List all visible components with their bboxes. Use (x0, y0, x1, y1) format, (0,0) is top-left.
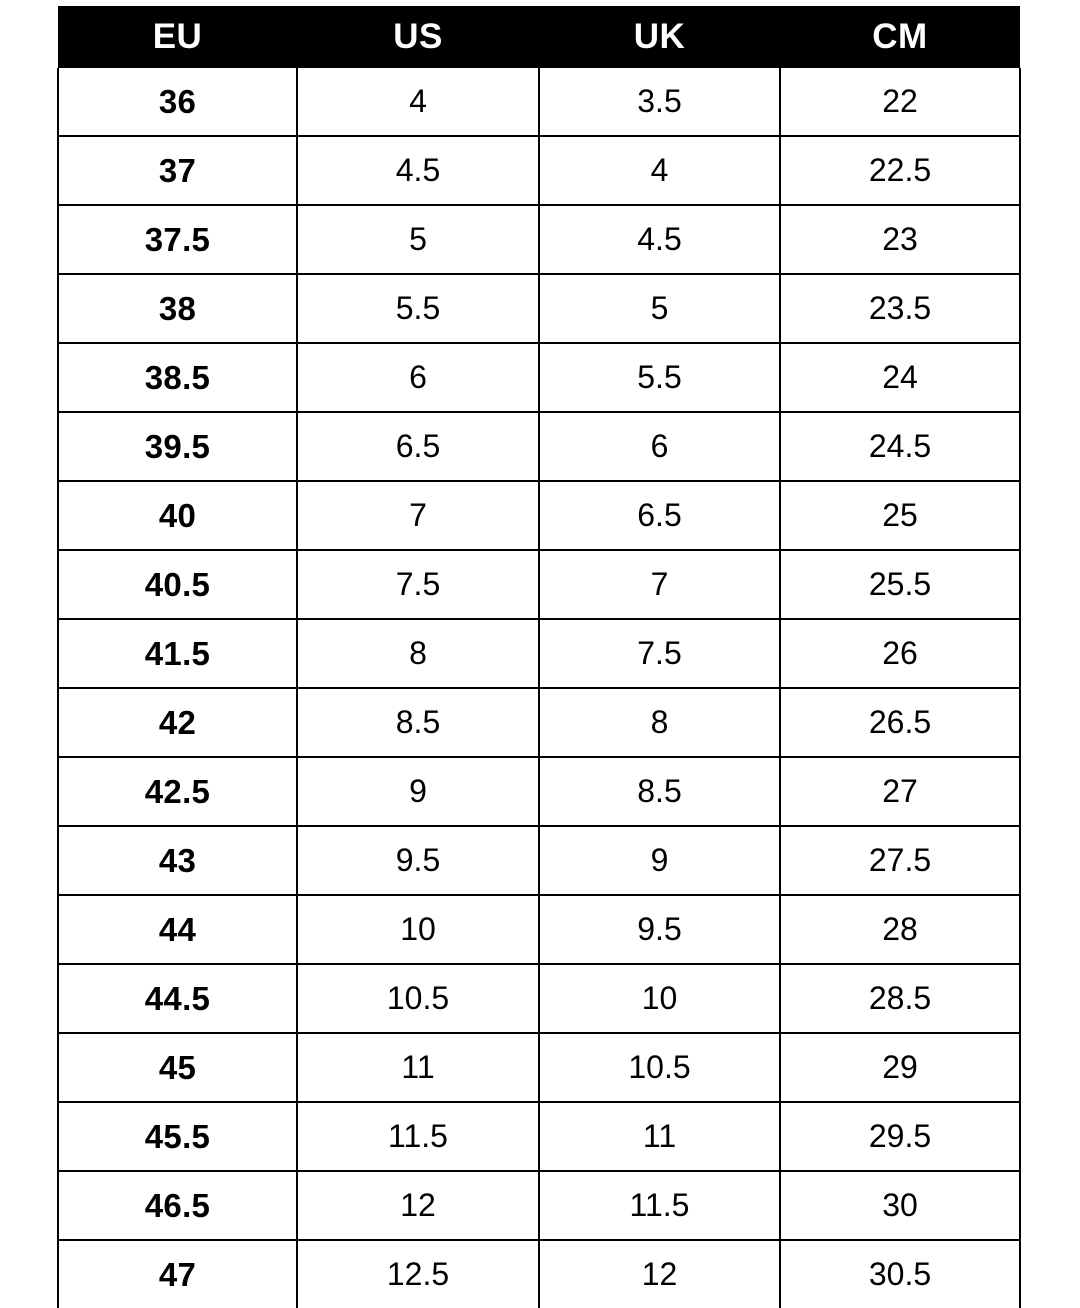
cell-uk: 6 (539, 412, 780, 481)
table-row (58, 550, 1020, 619)
column-header-us: US (297, 6, 539, 68)
cell-eu: 37 (58, 136, 297, 205)
table-row (58, 1240, 1020, 1308)
cell-uk: 11.5 (539, 1171, 780, 1240)
cell-us: 7.5 (297, 550, 539, 619)
cell-cm: 28.5 (780, 964, 1020, 1033)
cell-cm: 27.5 (780, 826, 1020, 895)
cell-cm: 23.5 (780, 274, 1020, 343)
cell-us: 4.5 (297, 136, 539, 205)
cell-cm: 29 (780, 1033, 1020, 1102)
cell-us: 9 (297, 757, 539, 826)
cell-eu: 40 (58, 481, 297, 550)
table-row (58, 895, 1020, 964)
cell-us: 12.5 (297, 1240, 539, 1308)
cell-eu: 38.5 (58, 343, 297, 412)
cell-uk: 8 (539, 688, 780, 757)
cell-us: 8.5 (297, 688, 539, 757)
cell-eu: 47 (58, 1240, 297, 1308)
cell-uk: 7 (539, 550, 780, 619)
cell-us: 9.5 (297, 826, 539, 895)
table-row (58, 1033, 1020, 1102)
cell-cm: 26.5 (780, 688, 1020, 757)
table-row (58, 412, 1020, 481)
cell-eu: 41.5 (58, 619, 297, 688)
column-header-cm: CM (780, 6, 1020, 68)
table-row (58, 1102, 1020, 1171)
cell-uk: 8.5 (539, 757, 780, 826)
cell-eu: 37.5 (58, 205, 297, 274)
cell-eu: 42 (58, 688, 297, 757)
cell-us: 11 (297, 1033, 539, 1102)
cell-eu: 45.5 (58, 1102, 297, 1171)
table-row (58, 68, 1020, 136)
cell-uk: 12 (539, 1240, 780, 1308)
cell-us: 10.5 (297, 964, 539, 1033)
cell-uk: 3.5 (539, 68, 780, 136)
cell-uk: 6.5 (539, 481, 780, 550)
cell-cm: 22.5 (780, 136, 1020, 205)
cell-cm: 22 (780, 68, 1020, 136)
cell-cm: 25 (780, 481, 1020, 550)
cell-eu: 36 (58, 68, 297, 136)
cell-us: 10 (297, 895, 539, 964)
cell-uk: 4 (539, 136, 780, 205)
column-header-uk: UK (539, 6, 780, 68)
cell-us: 5 (297, 205, 539, 274)
cell-us: 7 (297, 481, 539, 550)
cell-us: 11.5 (297, 1102, 539, 1171)
table-row (58, 1171, 1020, 1240)
table-row (58, 757, 1020, 826)
size-conversion-table (57, 6, 1021, 1308)
cell-cm: 30.5 (780, 1240, 1020, 1308)
cell-cm: 26 (780, 619, 1020, 688)
cell-uk: 5.5 (539, 343, 780, 412)
cell-eu: 40.5 (58, 550, 297, 619)
table-body (58, 68, 1020, 1308)
table-row (58, 688, 1020, 757)
table-row (58, 343, 1020, 412)
table-row (58, 619, 1020, 688)
cell-cm: 25.5 (780, 550, 1020, 619)
cell-uk: 11 (539, 1102, 780, 1171)
cell-us: 6 (297, 343, 539, 412)
cell-eu: 46.5 (58, 1171, 297, 1240)
table-row (58, 481, 1020, 550)
cell-eu: 44 (58, 895, 297, 964)
cell-uk: 9 (539, 826, 780, 895)
cell-cm: 29.5 (780, 1102, 1020, 1171)
cell-uk: 10 (539, 964, 780, 1033)
cell-us: 4 (297, 68, 539, 136)
cell-uk: 5 (539, 274, 780, 343)
cell-eu: 42.5 (58, 757, 297, 826)
column-header-eu: EU (58, 6, 297, 68)
cell-us: 12 (297, 1171, 539, 1240)
cell-uk: 10.5 (539, 1033, 780, 1102)
cell-cm: 30 (780, 1171, 1020, 1240)
cell-us: 6.5 (297, 412, 539, 481)
cell-eu: 43 (58, 826, 297, 895)
cell-cm: 27 (780, 757, 1020, 826)
cell-cm: 24 (780, 343, 1020, 412)
cell-cm: 24.5 (780, 412, 1020, 481)
cell-us: 5.5 (297, 274, 539, 343)
cell-cm: 23 (780, 205, 1020, 274)
table-header-row (58, 6, 1020, 68)
cell-eu: 38 (58, 274, 297, 343)
cell-uk: 4.5 (539, 205, 780, 274)
cell-eu: 44.5 (58, 964, 297, 1033)
table-row (58, 136, 1020, 205)
cell-eu: 45 (58, 1033, 297, 1102)
table-row (58, 205, 1020, 274)
table-row (58, 964, 1020, 1033)
table-header (58, 6, 1020, 68)
cell-eu: 39.5 (58, 412, 297, 481)
cell-uk: 9.5 (539, 895, 780, 964)
cell-us: 8 (297, 619, 539, 688)
table-row (58, 274, 1020, 343)
table-row (58, 826, 1020, 895)
cell-cm: 28 (780, 895, 1020, 964)
cell-uk: 7.5 (539, 619, 780, 688)
